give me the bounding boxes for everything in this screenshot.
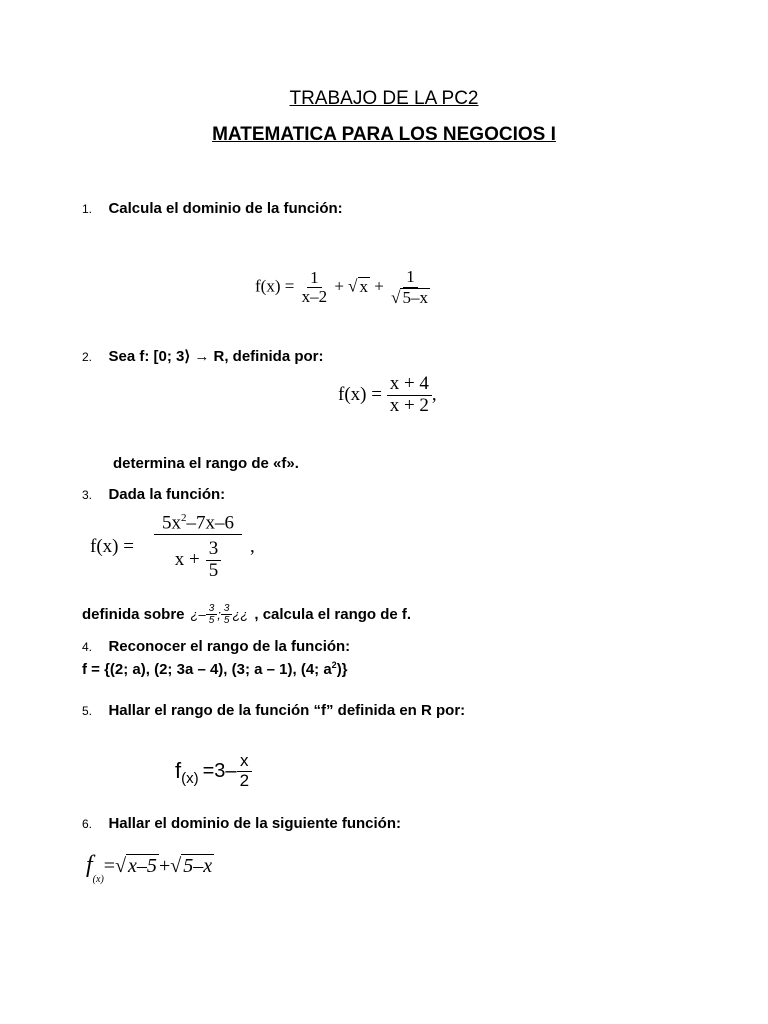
interval-close: ¿¿	[232, 607, 249, 622]
question-3-followup	[82, 603, 411, 626]
fraction-numerator: 3	[206, 539, 222, 561]
equation-rhs: =3–	[202, 759, 237, 782]
document-title: TRABAJO DE LA PC2	[289, 88, 479, 109]
function-set	[82, 660, 348, 678]
exponent: 2	[331, 660, 337, 670]
minus-sign: –	[198, 607, 206, 622]
question-number: 1.	[82, 202, 93, 216]
plus-sign: +	[334, 276, 344, 296]
question-text: Hallar el rango de la función “f” definida en R por:	[108, 702, 466, 719]
question-number: 5.	[82, 704, 93, 718]
comma: ,	[431, 383, 437, 405]
set-text: f = {(2; a), (2; 3a – 4), (3; a – 1), (4; a	[82, 661, 332, 678]
fraction-denominator: x + 2	[389, 394, 429, 416]
exponent: 2	[180, 512, 187, 524]
question-4	[82, 638, 350, 656]
fraction-denominator: 5	[208, 560, 219, 582]
plus-sign: +	[374, 276, 384, 296]
function-symbol: f	[175, 758, 182, 784]
sqrt-content: 5–x	[183, 855, 213, 877]
question-2-followup: determina el rango de «f».	[113, 455, 299, 472]
formula-lhs: f(x) =	[338, 383, 382, 405]
formula-lhs: f(x) =	[90, 536, 134, 557]
question-text: Sea f: [0; 3⟩ → R, definida por:	[108, 348, 324, 365]
question-text: Hallar el dominio de la siguiente función:	[108, 815, 402, 832]
fraction-numerator: 3	[206, 603, 218, 615]
interval-open: ¿	[190, 607, 199, 622]
formula-3	[90, 512, 255, 582]
question-number: 6.	[82, 817, 93, 831]
sqrt-content: x–5	[128, 855, 157, 877]
formula-6: $f_{(x)}=√$ x–5 +√ 5–x	[86, 852, 213, 885]
question-5	[82, 702, 465, 720]
question-number: 3.	[82, 488, 93, 502]
numerator-part: 5x	[161, 512, 181, 534]
function-subscript: (x)	[181, 769, 199, 787]
formula-1: f(x) = $\frac{1}{x-2}$ + √ x + $\frac{1}{√ 5-x}$	[255, 267, 428, 307]
sqrt-content: x	[359, 276, 369, 296]
document-subtitle: MATEMATICA PARA LOS NEGOCIOS I	[212, 124, 556, 145]
question-2	[82, 347, 324, 366]
function-symbol: f	[86, 852, 93, 878]
question-number: 4.	[82, 640, 93, 654]
question-3	[82, 486, 225, 504]
equals-sign: =	[103, 855, 116, 877]
formula-5	[175, 752, 252, 790]
followup-prefix: definida sobre	[82, 606, 185, 623]
fraction-numerator: 1	[307, 269, 322, 289]
interval-expression	[191, 603, 249, 626]
formula-2	[338, 374, 437, 417]
question-text: Dada la función:	[108, 486, 226, 503]
question-number: 2.	[82, 350, 93, 364]
denominator-part: x +	[174, 549, 200, 571]
fraction-numerator: x	[237, 752, 252, 772]
fraction-numerator: 3	[221, 603, 233, 615]
fraction-numerator: 1	[403, 268, 418, 288]
separator: ;	[217, 607, 221, 622]
fraction-denominator: 5	[208, 615, 215, 626]
function-subscript: (x)	[92, 874, 104, 885]
plus-sign: +	[158, 855, 171, 877]
question-text: Reconocer el rango de la función:	[108, 638, 351, 655]
formula-lhs: f(x) =	[255, 276, 295, 296]
fraction-denominator: x–2	[301, 287, 328, 307]
question-1	[82, 200, 343, 218]
fraction-denominator: 5	[223, 615, 230, 626]
followup-suffix: , calcula el rango de f.	[254, 606, 412, 623]
fraction-numerator: x + 4	[387, 374, 432, 396]
question-6	[82, 815, 401, 833]
numerator-part: –7x–6	[186, 512, 234, 534]
fraction-denominator: 2	[239, 770, 250, 790]
question-text: Calcula el dominio de la función:	[108, 200, 343, 217]
comma: ,	[249, 536, 255, 557]
sqrt-content: 5–x	[402, 287, 428, 307]
set-end: )}	[336, 661, 348, 678]
